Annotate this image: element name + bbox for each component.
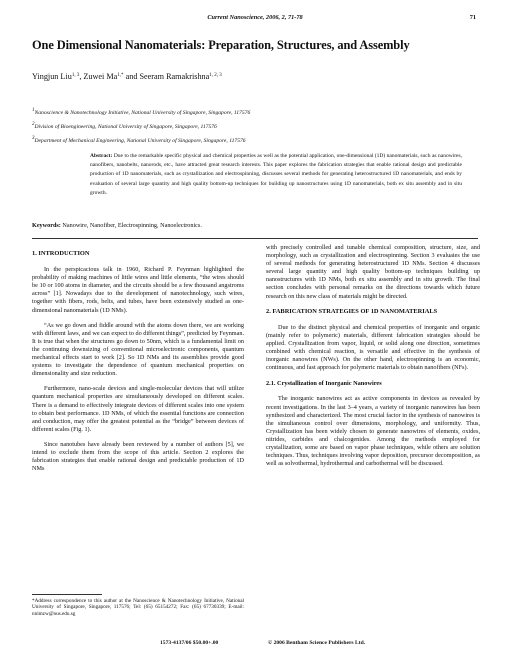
affiliation-text: Department of Mechanical Engineering, National University of Singapore, Singapore, 117576 [34, 138, 246, 144]
keywords-label: Keywords: [32, 222, 61, 229]
left-column [32, 244, 244, 480]
keywords [32, 222, 202, 229]
correspondence-footnote: *Address correspondence to this author at the Nanoscience & Nanotechnology Initiative, National University of Singapore, Singapore, 117576; Tel: (65) 65154272; Fax: (65) 67730339; E-mail: nnimzw@nus.edu.sg [32, 598, 244, 617]
author-affiliation-marker: 1, 2, 3 [209, 73, 222, 78]
abstract [90, 152, 462, 198]
keywords-text: Nanowire, Nanofiber, Electrospinning, Nanoelectronics. [62, 222, 202, 229]
affiliation [32, 110, 250, 116]
body-paragraph: with precisely controlled and tunable chemical composition, structure, size, and morphology, such as crystallization and electrospinning. Section 3 evaluates the use of several methods for generating heterostructured 1D NMs. Section 4 discusses several large quantity and high quality bottom-up techniques building up nanostructures with 1D NMs, both ex situ assembly and in situ growth. The final section concludes with personal remarks on the directions towards which future research on this new class of materials might be directed. [266, 244, 480, 300]
footnote-divider [32, 594, 102, 595]
author-list [32, 72, 222, 81]
affiliation-marker: 2 [32, 122, 35, 127]
affiliation-marker: 1 [32, 108, 35, 113]
abstract-label: Abstract: [90, 153, 113, 159]
author-name: Zuwei Ma [83, 72, 118, 81]
author-affiliation-marker: 1,* [117, 73, 124, 78]
author-separator: and [123, 72, 140, 81]
issn-code: 1573-4137/06 $50.00+.00 [160, 640, 219, 646]
header-divider [32, 238, 478, 239]
author-separator: , [79, 72, 84, 81]
author-name: Seeram Ramakrishna [139, 72, 210, 81]
abstract-text: Due to the remarkable specific physical and chemical properties as well as the potential application, one-dimensional (1D) nanomaterials, such as nanowires, nanofibers, nanobelts, nanorods, etc., have attracted great research interests. This paper explores the fabrication strategies that enable rational design and predictable production of 1D nanomaterials, such as crystallization and electrospinning, discusses several methods for generating heterostructured 1D nanomaterials, and ends by evaluation of several large quantity and high quality bottom-up techniques for building up nanostructures using 1D nanomaterials, both ex situ assembly and in situ growth. [90, 153, 462, 196]
author-affiliation-marker: 1, 3 [71, 73, 80, 78]
body-paragraph: Due to the distinct physical and chemical properties of inorganic and organic (mainly refer to polymeric) materials, different fabrication strategies should be applied. Crystallization from vapor, liquid, or solid along one direction, sometimes combined with chemical reaction, is versatile and effective in the synthesis of inorganic nanowires (NWs). On the other hand, electrospinning is an economic, continuous, and fast approach for polymeric materials to obtain nanofibers (NFs). [266, 323, 480, 372]
author-name: Yingjun Liu [32, 72, 72, 81]
affiliation [32, 124, 217, 130]
running-head: Current Nanoscience, 2006, 2, 71-78 [207, 14, 303, 21]
section-heading: 2. FABRICATION STRATEGIES OF 1D NANOMATERIALS [266, 307, 438, 315]
body-paragraph: “As we go down and fiddle around with the atoms down there, we are working with different laws, and we can expect to do different things”, predicted by Feynman. It is true that when the structures go down to 50nm, which is a fundamental limit on the continuing downsizing of conventional microelectronic components, quantum mechanical effects start to work [2]. So 1D NMs and its assemblies provide good systems to investigate the dependence of quantum mechanical properties on dimensionality and size reduction. [32, 321, 244, 378]
right-column [266, 244, 480, 475]
body-paragraph: Since nanotubes have already been reviewed by a number of authors [5], we intend to exclude them from the scope of this article. Section 2 explores the fabrication strategies that enable rational design and predictable production of 1D NMs [32, 440, 244, 473]
section-heading: 1. INTRODUCTION [32, 250, 90, 257]
affiliation-text: Division of Bioengineering, National University of Singapore, Singapore, 117576 [34, 124, 217, 130]
body-paragraph: Furthermore, nano-scale devices and single-molecular devices that will utilize quantum mechanical properties are simultaneously developed on different scales. There is a demand to effectively integrate devices of different scales into one system to obtain best performance. 1D NMs, of which the essential functions are connection and conduction, may offer the greatest potential as the “bridge” between devices of different scales (Fig. 1). [32, 385, 244, 433]
affiliation-marker: 3 [32, 136, 35, 141]
affiliation [32, 138, 246, 144]
article-title: One Dimensional Nanomaterials: Preparation, Structures, and Assembly [32, 38, 410, 52]
subsection-heading: 2.1. Crystallization of Inorganic Nanowires [266, 380, 382, 388]
publisher-copyright: © 2006 Bentham Science Publishers Ltd. [268, 640, 366, 646]
page-number: 71 [469, 14, 476, 21]
affiliation-text: Nanoscience & Nanotechnology Initiative, National University of Singapore, Singapore, 117576 [34, 110, 251, 116]
body-paragraph: In the perspicacious talk in 1960, Richard P. Feynman highlighted the probability of making machines of little wires and little elements, “the wires should be 10 or 100 atoms in diameter, and the circuits should be a few thousand angstroms across” [1]. Nowadays due to the development of nanotechnology, such wires, together with fibers, rods, belts, and tubes, have been extensively studied as one-dimensional nanomaterials (1D NMs). [32, 266, 244, 314]
body-paragraph: The inorganic nanowires act as active components in devices as revealed by recent investigations. In the last 3–4 years, a variety of inorganic nanowires has been synthesized and characterized. The most crucial factor in the synthesis of nanowires is the simultaneous control over dimensions, morphology, and uniformity. Thus, Crystallization has been widely chosen to generate nanowires of elements, oxides, nitrides, carbides and chalcogenides. Among the methods employed for crystallization, some are based on vapor phase techniques, while others are solution techniques. Thus, techniques involving vapor deposition, precursor decomposition, as well as solvothermal, hydrothermal and carbothermal will be discussed. [266, 395, 480, 468]
